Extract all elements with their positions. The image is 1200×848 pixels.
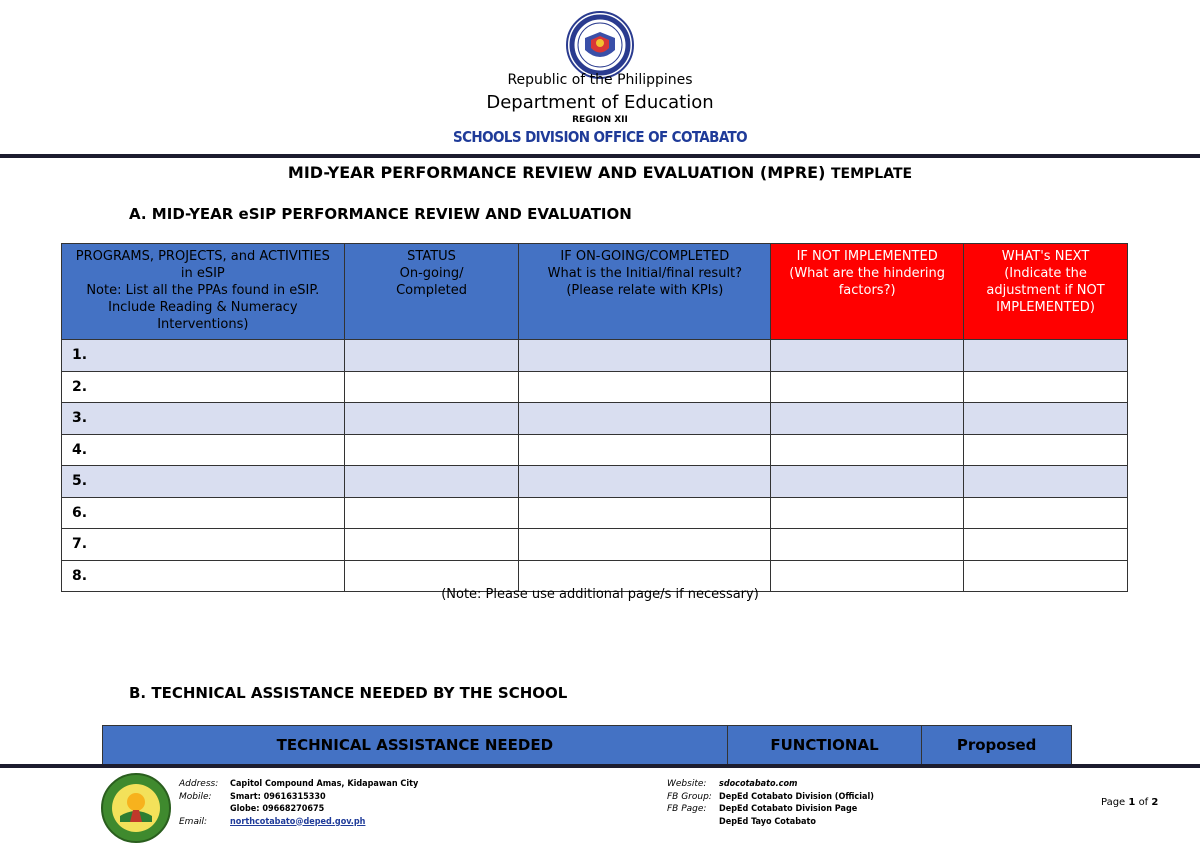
table-cell[interactable] xyxy=(344,371,519,403)
column-header-result: IF ON-GOING/COMPLETED What is the Initial/final result? (Please relate with KPIs) xyxy=(519,244,771,340)
table-cell[interactable] xyxy=(964,403,1128,435)
table-cell[interactable] xyxy=(519,434,771,466)
address-label: Address: xyxy=(179,779,219,789)
ppa-table xyxy=(61,243,1128,592)
fb-group-value: DepEd Cotabato Division (Official) xyxy=(719,791,874,802)
table-row xyxy=(62,403,1128,435)
table-row xyxy=(62,434,1128,466)
table-cell[interactable] xyxy=(344,434,519,466)
row-number: 7. xyxy=(62,529,345,561)
row-number: 5. xyxy=(62,466,345,498)
table-cell[interactable] xyxy=(344,403,519,435)
title-suffix: TEMPLATE xyxy=(830,166,913,182)
column-header-functional: FUNCTIONAL xyxy=(728,726,923,764)
email-label: Email: xyxy=(179,816,208,827)
table-row xyxy=(62,529,1128,561)
table-cell[interactable] xyxy=(964,434,1128,466)
region-text: REGION XII xyxy=(572,115,628,125)
column-header-status: STATUS On-going/ Completed xyxy=(344,244,519,340)
row-number: 8. xyxy=(62,560,345,592)
table-cell[interactable] xyxy=(771,371,964,403)
department-text: Department of Education xyxy=(486,92,714,113)
footer-rule xyxy=(0,764,1200,768)
mobile-smart: Smart: 09616315330 xyxy=(230,791,326,802)
table-cell[interactable] xyxy=(964,340,1128,372)
table-cell[interactable] xyxy=(344,497,519,529)
table-cell[interactable] xyxy=(519,340,771,372)
table-cell[interactable] xyxy=(964,529,1128,561)
website-value[interactable]: sdocotabato.com xyxy=(719,779,798,789)
footer-contact xyxy=(179,778,418,828)
fb-group-label: FB Group: xyxy=(667,791,712,802)
division-text: SCHOOLS DIVISION OFFICE OF COTABATO xyxy=(453,128,747,146)
table-cell[interactable] xyxy=(771,403,964,435)
table-cell[interactable] xyxy=(964,466,1128,498)
header-rule xyxy=(0,154,1200,158)
document-title xyxy=(0,163,1200,182)
mobile-label: Mobile: xyxy=(179,791,212,802)
table-cell[interactable] xyxy=(771,340,964,372)
row-number: 6. xyxy=(62,497,345,529)
footer-online xyxy=(667,778,874,828)
email-link[interactable]: northcotabato@deped.gov.ph xyxy=(230,816,366,827)
row-number: 4. xyxy=(62,434,345,466)
table-cell[interactable] xyxy=(771,529,964,561)
table-cell[interactable] xyxy=(344,529,519,561)
table-cell[interactable] xyxy=(519,529,771,561)
fb-page-value-2: DepEd Tayo Cotabato xyxy=(719,816,816,827)
title-main: MID-YEAR PERFORMANCE REVIEW AND EVALUATION (MPRE) xyxy=(287,163,826,182)
table-row xyxy=(62,466,1128,498)
table-cell[interactable] xyxy=(771,466,964,498)
section-b-heading: B. TECHNICAL ASSISTANCE NEEDED BY THE SCHOOL xyxy=(129,684,568,702)
row-number: 1. xyxy=(62,340,345,372)
deped-seal-icon xyxy=(565,10,635,80)
fb-page-label: FB Page: xyxy=(667,804,707,814)
row-number: 2. xyxy=(62,371,345,403)
table-cell[interactable] xyxy=(964,497,1128,529)
table-note: (Note: Please use additional page/s if necessary) xyxy=(441,587,759,602)
row-number: 3. xyxy=(62,403,345,435)
table-cell[interactable] xyxy=(771,497,964,529)
table-cell[interactable] xyxy=(771,434,964,466)
column-header-ppa: PROGRAMS, PROJECTS, and ACTIVITIES in eSIP Note: List all the PPAs found in eSIP. Include Reading & Numeracy Interventions) xyxy=(62,244,345,340)
column-header-proposed: Proposed xyxy=(956,736,1037,754)
column-header-whats-next: WHAT's NEXT (Indicate the adjustment if NOT IMPLEMENTED) xyxy=(964,244,1128,340)
page-number: Page 1 of 2 xyxy=(1101,797,1159,808)
section-a-heading: A. MID-YEAR eSIP PERFORMANCE REVIEW AND EVALUATION xyxy=(129,205,632,223)
table-cell[interactable] xyxy=(344,340,519,372)
technical-assistance-header xyxy=(102,725,1072,765)
table-cell[interactable] xyxy=(519,497,771,529)
table-cell[interactable] xyxy=(519,403,771,435)
table-cell[interactable] xyxy=(964,371,1128,403)
table-cell[interactable] xyxy=(519,371,771,403)
fb-page-value-1: DepEd Cotabato Division Page xyxy=(719,804,858,814)
column-header-hindering-factors: IF NOT IMPLEMENTED (What are the hindering factors?) xyxy=(771,244,964,340)
address-value: Capitol Compound Amas, Kidapawan City xyxy=(230,779,419,789)
table-row xyxy=(62,340,1128,372)
division-logo-icon xyxy=(100,772,172,844)
column-header-technical-assistance: TECHNICAL ASSISTANCE NEEDED xyxy=(103,726,728,764)
table-cell[interactable] xyxy=(344,466,519,498)
republic-text: Republic of the Philippines xyxy=(507,72,693,88)
table-row xyxy=(62,497,1128,529)
table-cell[interactable] xyxy=(519,466,771,498)
mobile-globe: Globe: 09668270675 xyxy=(230,804,325,814)
website-label: Website: xyxy=(667,779,707,789)
table-row xyxy=(62,371,1128,403)
